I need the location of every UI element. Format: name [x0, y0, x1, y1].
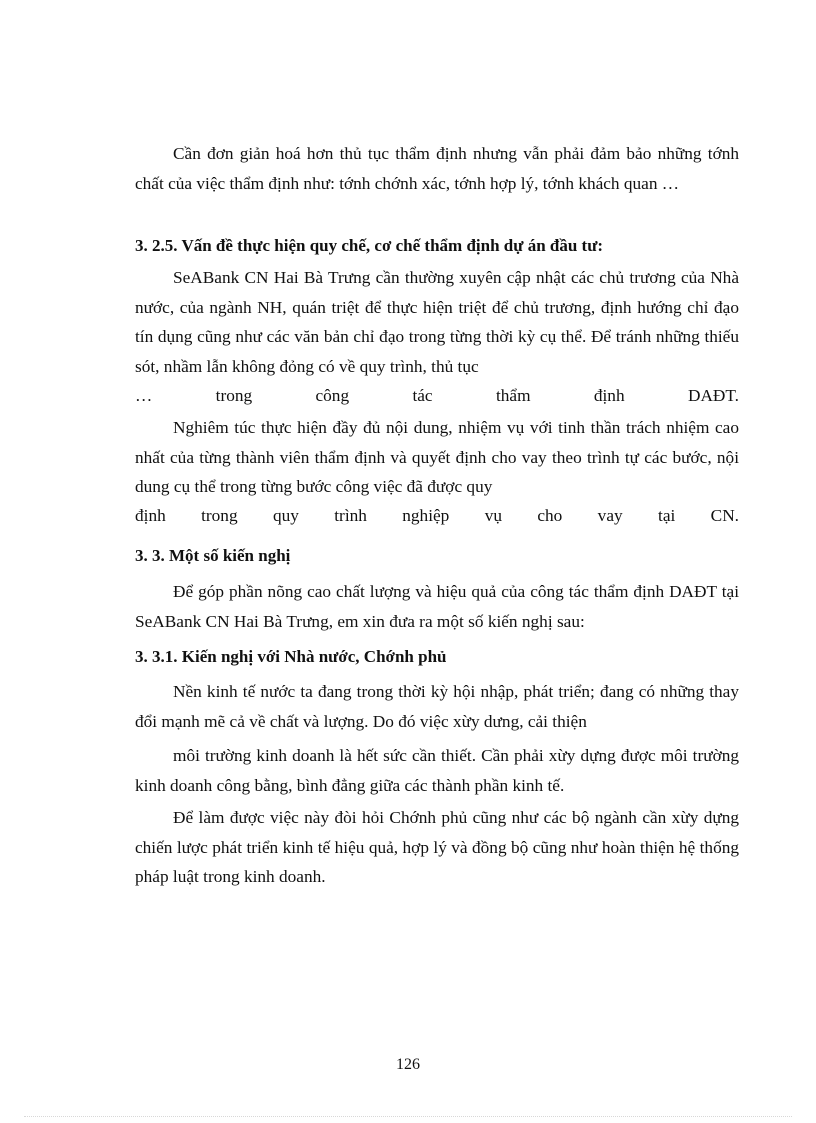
heading-3-3-1: 3. 3.1. Kiến nghị với Nhà nước, Chớnh phủ: [135, 647, 447, 666]
heading-3-3: 3. 3. Một số kiến nghị: [135, 546, 291, 565]
paragraph-strict-implementation: Nghiêm túc thực hiện đầy đủ nội dung, nhiệm vụ với tinh thần trách nhiệm cao nhất của từng thành viên thẩm định và quyết định cho vay theo trình tự các bước, nội dung cụ thể trong từng bước công việc đã được quy: [135, 418, 739, 496]
paragraph-government-strategy: Để làm được việc này đòi hỏi Chớnh phủ cũng như các bộ ngành cần xừy dựng chiến lược phát triển kinh tế hiệu quả, hợp lý và đồng bộ cũng như hoàn thiện hệ thống pháp luật trong kinh doanh.: [135, 808, 739, 886]
heading-3-2-5: 3. 2.5. Vấn đề thực hiện quy chế, cơ chế thẩm định dự án đầu tư:: [135, 236, 604, 255]
paragraph-business-environment: môi trường kinh doanh là hết sức cần thiết. Cần phải xừy dựng được môi trường kinh doanh công bằng, bình đẳng giữa các thành phần kinh tế.: [135, 746, 739, 795]
page-number: 126: [396, 1056, 420, 1073]
page-bottom-divider: [24, 1116, 792, 1117]
paragraph-economy-integration: Nền kinh tế nước ta đang trong thời kỳ hội nhập, phát triển; đang có những thay đổi mạnh mẽ cả về chất và lượng. Do đó việc xừy dưng, cải thiện: [135, 682, 739, 731]
paragraph-recommendations-intro: Để góp phần nõng cao chất lượng và hiệu quả của công tác thẩm định DAĐT tại SeABank CN Hai Bà Trưng, em xin đưa ra một số kiến nghị sau:: [135, 582, 739, 631]
paragraph-strict-implementation-last-line: định trong quy trình nghiệp vụ cho vay tại CN.: [135, 506, 739, 525]
paragraph-simplify-procedures: Cần đơn giản hoá hơn thủ tục thẩm định nhưng vẫn phải đảm bảo những tớnh chất của việc thẩm định như: tớnh chớnh xác, tớnh hợp lý, tớnh khách quan …: [135, 144, 739, 193]
paragraph-seabank-updates: SeABank CN Hai Bà Trưng cần thường xuyên cập nhật các chủ trương của Nhà nước, của ngành NH, quán triệt để thực hiện triệt để chủ trương, định hướng chỉ đạo tín dụng cũng như các văn bản chỉ đạo trong từng thời kỳ cụ thể. Để tránh những thiếu sót, nhầm lẫn không đỏng có về quy trình, thủ tục: [135, 268, 739, 376]
paragraph-seabank-updates-last-line: … trong công tác thẩm định DAĐT.: [135, 386, 739, 405]
